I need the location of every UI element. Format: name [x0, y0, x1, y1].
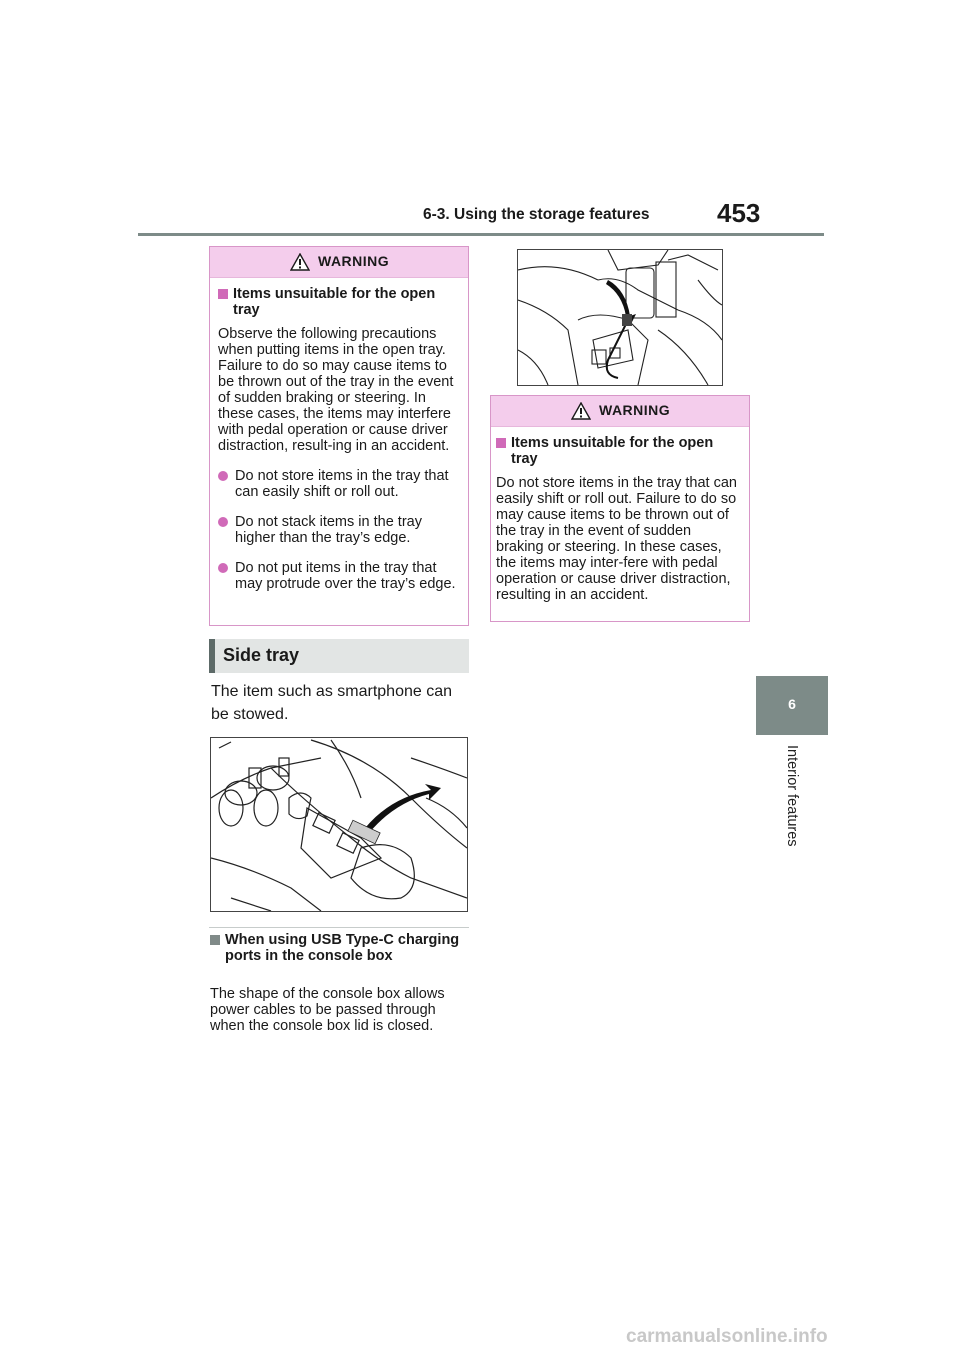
square-bullet-icon: [496, 438, 506, 448]
chapter-title: Interior features: [784, 745, 800, 847]
warning-title: WARNING: [318, 253, 390, 269]
console-box-illustration: [517, 249, 723, 386]
square-bullet-icon: [210, 935, 220, 945]
warning-body: Observe the following precautions when putting items in the open tray. Failure to do so may cause items to be thrown out of the tray in the event of sudden braking or steering. In these cases, the items may interfere with pedal operation or cause driver distraction, result-ing in an accident.: [218, 326, 454, 454]
console-side-tray-drawing: [211, 738, 467, 911]
usb-section-body: The shape of the console box allows power cables to be passed through when the console box lid is closed.: [210, 986, 445, 1034]
square-bullet-icon: [218, 289, 228, 299]
warning-bullet: Do not store items in the tray that can easily shift or roll out.: [218, 468, 460, 500]
section-title: 6-3. Using the storage features: [423, 206, 650, 223]
chapter-number: 6: [788, 696, 796, 712]
warning-bullet: Do not stack items in the tray higher than the tray’s edge.: [218, 514, 460, 546]
round-bullet-icon: [218, 517, 228, 527]
heading-accent-bar: [209, 639, 215, 673]
chapter-tab: [756, 676, 828, 735]
warning-header: [491, 396, 749, 427]
warning-triangle-icon: [571, 402, 591, 420]
watermark: carmanualsonline.info: [626, 1326, 828, 1347]
warning-subheading: Items unsuitable for the open tray: [496, 435, 741, 467]
console-box-cable-drawing: [518, 250, 722, 385]
section-divider: [209, 927, 469, 928]
side-tray-illustration: [210, 737, 468, 912]
warning-subheading: Items unsuitable for the open tray: [218, 286, 460, 318]
side-tray-description: The item such as smartphone can be stowed.: [211, 683, 453, 723]
warning-triangle-icon: [290, 253, 310, 271]
side-tray-heading: [209, 639, 469, 673]
warning-body: Do not store items in the tray that can easily shift or roll out. Failure to do so may cause items to be thrown out of the tray in the event of sudden braking or steering. In these cases, the items may inter-fere with pedal operation or cause driver distraction, resulting in an accident.: [496, 475, 737, 603]
warning-title: WARNING: [599, 402, 671, 418]
page-number: 453: [717, 198, 761, 228]
warning-box-right: [490, 395, 750, 622]
side-tray-title: Side tray: [223, 645, 300, 665]
warning-bullet: Do not put items in the tray that may protrude over the tray’s edge.: [218, 560, 460, 592]
round-bullet-icon: [218, 563, 228, 573]
warning-box-left: [209, 246, 469, 626]
warning-header: [210, 247, 468, 278]
round-bullet-icon: [218, 471, 228, 481]
header-divider: [138, 233, 824, 236]
chapter-title-vertical: [782, 745, 802, 885]
usb-section-heading: When using USB Type-C charging ports in the console box: [210, 932, 468, 964]
